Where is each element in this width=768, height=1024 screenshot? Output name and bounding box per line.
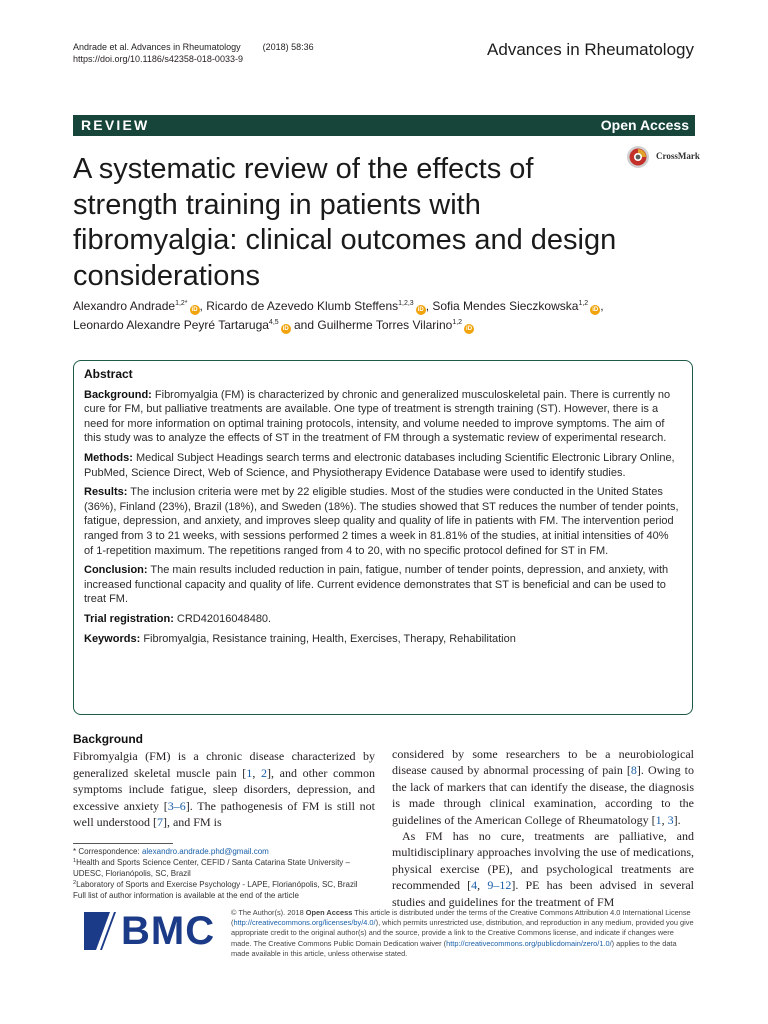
publisher-logo — [82, 907, 216, 955]
author[interactable]: Alexandro Andrade$^{1,2*}$ — [73, 299, 188, 313]
body-paragraph: Fibromyalgia (FM) is a chronic disease characterized by generalized skeletal muscle pain [1, 2], and other common symptoms include fatigue, sleep disorders, depression, and excessive anxiety [3–6]. The pathogenesis of FM is still not well understood [7], and FM is — [73, 749, 376, 830]
citation-link[interactable]: 1 — [246, 765, 253, 780]
logo-wordmark: BMC — [121, 909, 216, 953]
author[interactable]: Ricardo de Azevedo Klumb Steffens$^{1,2,3}$ — [206, 299, 414, 313]
article-title: A systematic review of the effects of strength training in patients with fibromyalgia: clinical outcomes and design considerations — [73, 153, 617, 292]
citation-link[interactable]: 4 — [471, 878, 478, 893]
email-link[interactable]: alexandro.andrade.phd@gmail.com — [141, 847, 269, 856]
author-list: Alexandro Andrade$^{1,2*}$iD , Ricardo de Azevedo Klumb Steffens$^{1,2,3}$iD , Sofia Mendes Sieczkowska$^{1,2}$iD , Leonardo Alexandre Peyré Tartaruga$^{4,5}$iD and Guilherme Torres Vilarino$^{1,2}$iD — [73, 299, 604, 332]
body-paragraph: considered by some researchers to be a neurobiological disease caused by abnormal processing of pain [8]. Owing to the lack of markers that can identify the disease, the diagnosis is made through clinical examination, according to the guidelines of the American College of Rheumatology [1, 3]. — [392, 747, 695, 827]
orcid-icon[interactable]: iD — [466, 326, 473, 332]
doi-link[interactable]: https://doi.org/10.1186/s42358-018-0033-9 — [73, 54, 243, 64]
abstract-conclusion: Conclusion: The main results included reduction in pain, fatigue, number of tender points, depression, and anxiety, with increased functional capacity and quality of life. Current evidence demonstrates that ST is beneficial and can be used to treat FM. — [84, 564, 669, 606]
affiliation: $^1$Health and Sports Science Center, CEFID / Santa Catarina State University – UDESC, Florianópolis, SC, Brazil — [73, 858, 350, 878]
citation-link[interactable]: 8 — [630, 763, 637, 778]
abstract-methods: Methods: Medical Subject Headings search terms and electronic databases including Scientific Electronic Library Online, PubMed, Science Direct, Web of Science, and Physiotherapy Evidence Database were used to identify studies. — [84, 451, 675, 479]
journal-name: Advances in Rheumatology — [487, 40, 694, 59]
body-paragraph: As FM has no cure, treatments are palliative, and multidisciplinary approaches involving the use of medications, physical exercise (PE), and psychological treatments are recommended [4, 9–12]. PE has been advised in several studies and guidelines for the treatment of FM — [392, 829, 694, 909]
citation-link[interactable]: 7 — [156, 815, 163, 830]
author[interactable]: Leonardo Alexandre Peyré Tartaruga$^{4,5}$ — [73, 318, 279, 332]
orcid-icon[interactable]: iD — [417, 307, 424, 313]
body-column-right — [392, 746, 694, 910]
article-type-label: REVIEW — [81, 117, 150, 133]
orcid-icon[interactable]: iD — [191, 307, 198, 313]
abstract-background: Background: Fibromyalgia (FM) is characterized by chronic and generalized musculoskeletal pain. There is currently no cure for FM, but palliative treatments are available. One type of treatment is strength training (ST). However, there is a need for more information on optimal training protocols, intensity, and volume needed to improve symptoms. The aim of this study was to analyze the effects of ST in the treatment of FM through a systematic review of experimental research. — [84, 388, 671, 445]
citation-line — [73, 41, 314, 53]
author[interactable]: Sofia Mendes Sieczkowska$^{1,2}$ — [432, 299, 589, 313]
abstract-box — [73, 360, 693, 715]
orcid-icon[interactable]: iD — [282, 326, 289, 332]
bmc-logo-icon — [82, 908, 118, 954]
abstract-trial-registration: Trial registration: CRD42016048480. — [84, 612, 272, 625]
abstract-results: Results: The inclusion criteria were met by 22 eligible studies. Most of the studies were conducted in the United States (36%), Finland (23%), Brazil (18%), and Sweden (18%). The studies showed that ST reduces the number of tender points, fatigue, depression, and anxiety, and improves sleep quality and quality of life in patients with FM. The intervention period ranged from 3 to 21 weeks, with sessions performed 2 times a week in 81.81% of the studies, at initial intensities of 40% of 1-repetition maximum. The repetitions ranged from 4 to 20, with no specific protocol defined for ST in FM. — [84, 486, 679, 557]
license-link[interactable]: http://creativecommons.org/licenses/by/4.0/ — [233, 918, 376, 928]
author[interactable]: Guilherme Torres Vilarino$^{1,2}$ — [317, 318, 463, 332]
author-info-note: Full list of author information is available at the end of the article — [73, 891, 299, 900]
section-heading: Background — [73, 732, 144, 746]
citation-link[interactable]: 3 — [667, 812, 674, 827]
abstract-heading: Abstract — [84, 367, 133, 381]
abstract-keywords: Keywords: Fibromyalgia, Resistance training, Health, Exercises, Therapy, Rehabilitation — [84, 632, 516, 645]
body-column-left — [73, 731, 375, 830]
article-type-bar — [73, 115, 695, 136]
correspondence: * Correspondence: alexandro.andrade.phd@gmail.com — [73, 847, 269, 856]
cc0-link[interactable]: http://creativecommons.org/publicdomain/zero/1.0/ — [446, 938, 612, 948]
open-access-label: Open Access — [600, 117, 689, 133]
crossmark-label: CrossMark — [656, 151, 700, 161]
citation-text: Andrade et al. Advances in Rheumatology — [73, 42, 241, 52]
citation-link[interactable]: 2 — [261, 765, 267, 780]
footnote-divider — [73, 843, 173, 844]
license-text: © The Author(s). 2018 Open Access This article is distributed under the terms of the Creative Commons Attribution 4.0 International License (http://creativecommons.org/licenses/by/4.0/), which permits unrestricted use, distribution, and reproduction in any medium, provided you give appropriate credit to the original author(s) and the source, provide a link to the Creative Commons license, and indicate if changes were made. The Creative Commons Public Domain Dedication waiver (http://creativecommons.org/publicdomain/zero/1.0/) applies to the data made available in this article, unless otherwise stated. — [231, 908, 694, 958]
citation-year: (2018) 58:36 — [262, 42, 314, 52]
crossmark-badge[interactable] — [626, 145, 706, 169]
orcid-icon[interactable]: iD — [592, 307, 599, 313]
citation-link[interactable]: 9–12 — [487, 878, 512, 893]
citation-link[interactable]: 3–6 — [167, 798, 186, 813]
affiliation: $^2$Laboratory of Sports and Exercise Psychology - LAPE, Florianópolis, SC, Brazil — [73, 880, 358, 889]
footnotes — [73, 846, 378, 901]
citation-link[interactable]: 1 — [655, 812, 662, 827]
